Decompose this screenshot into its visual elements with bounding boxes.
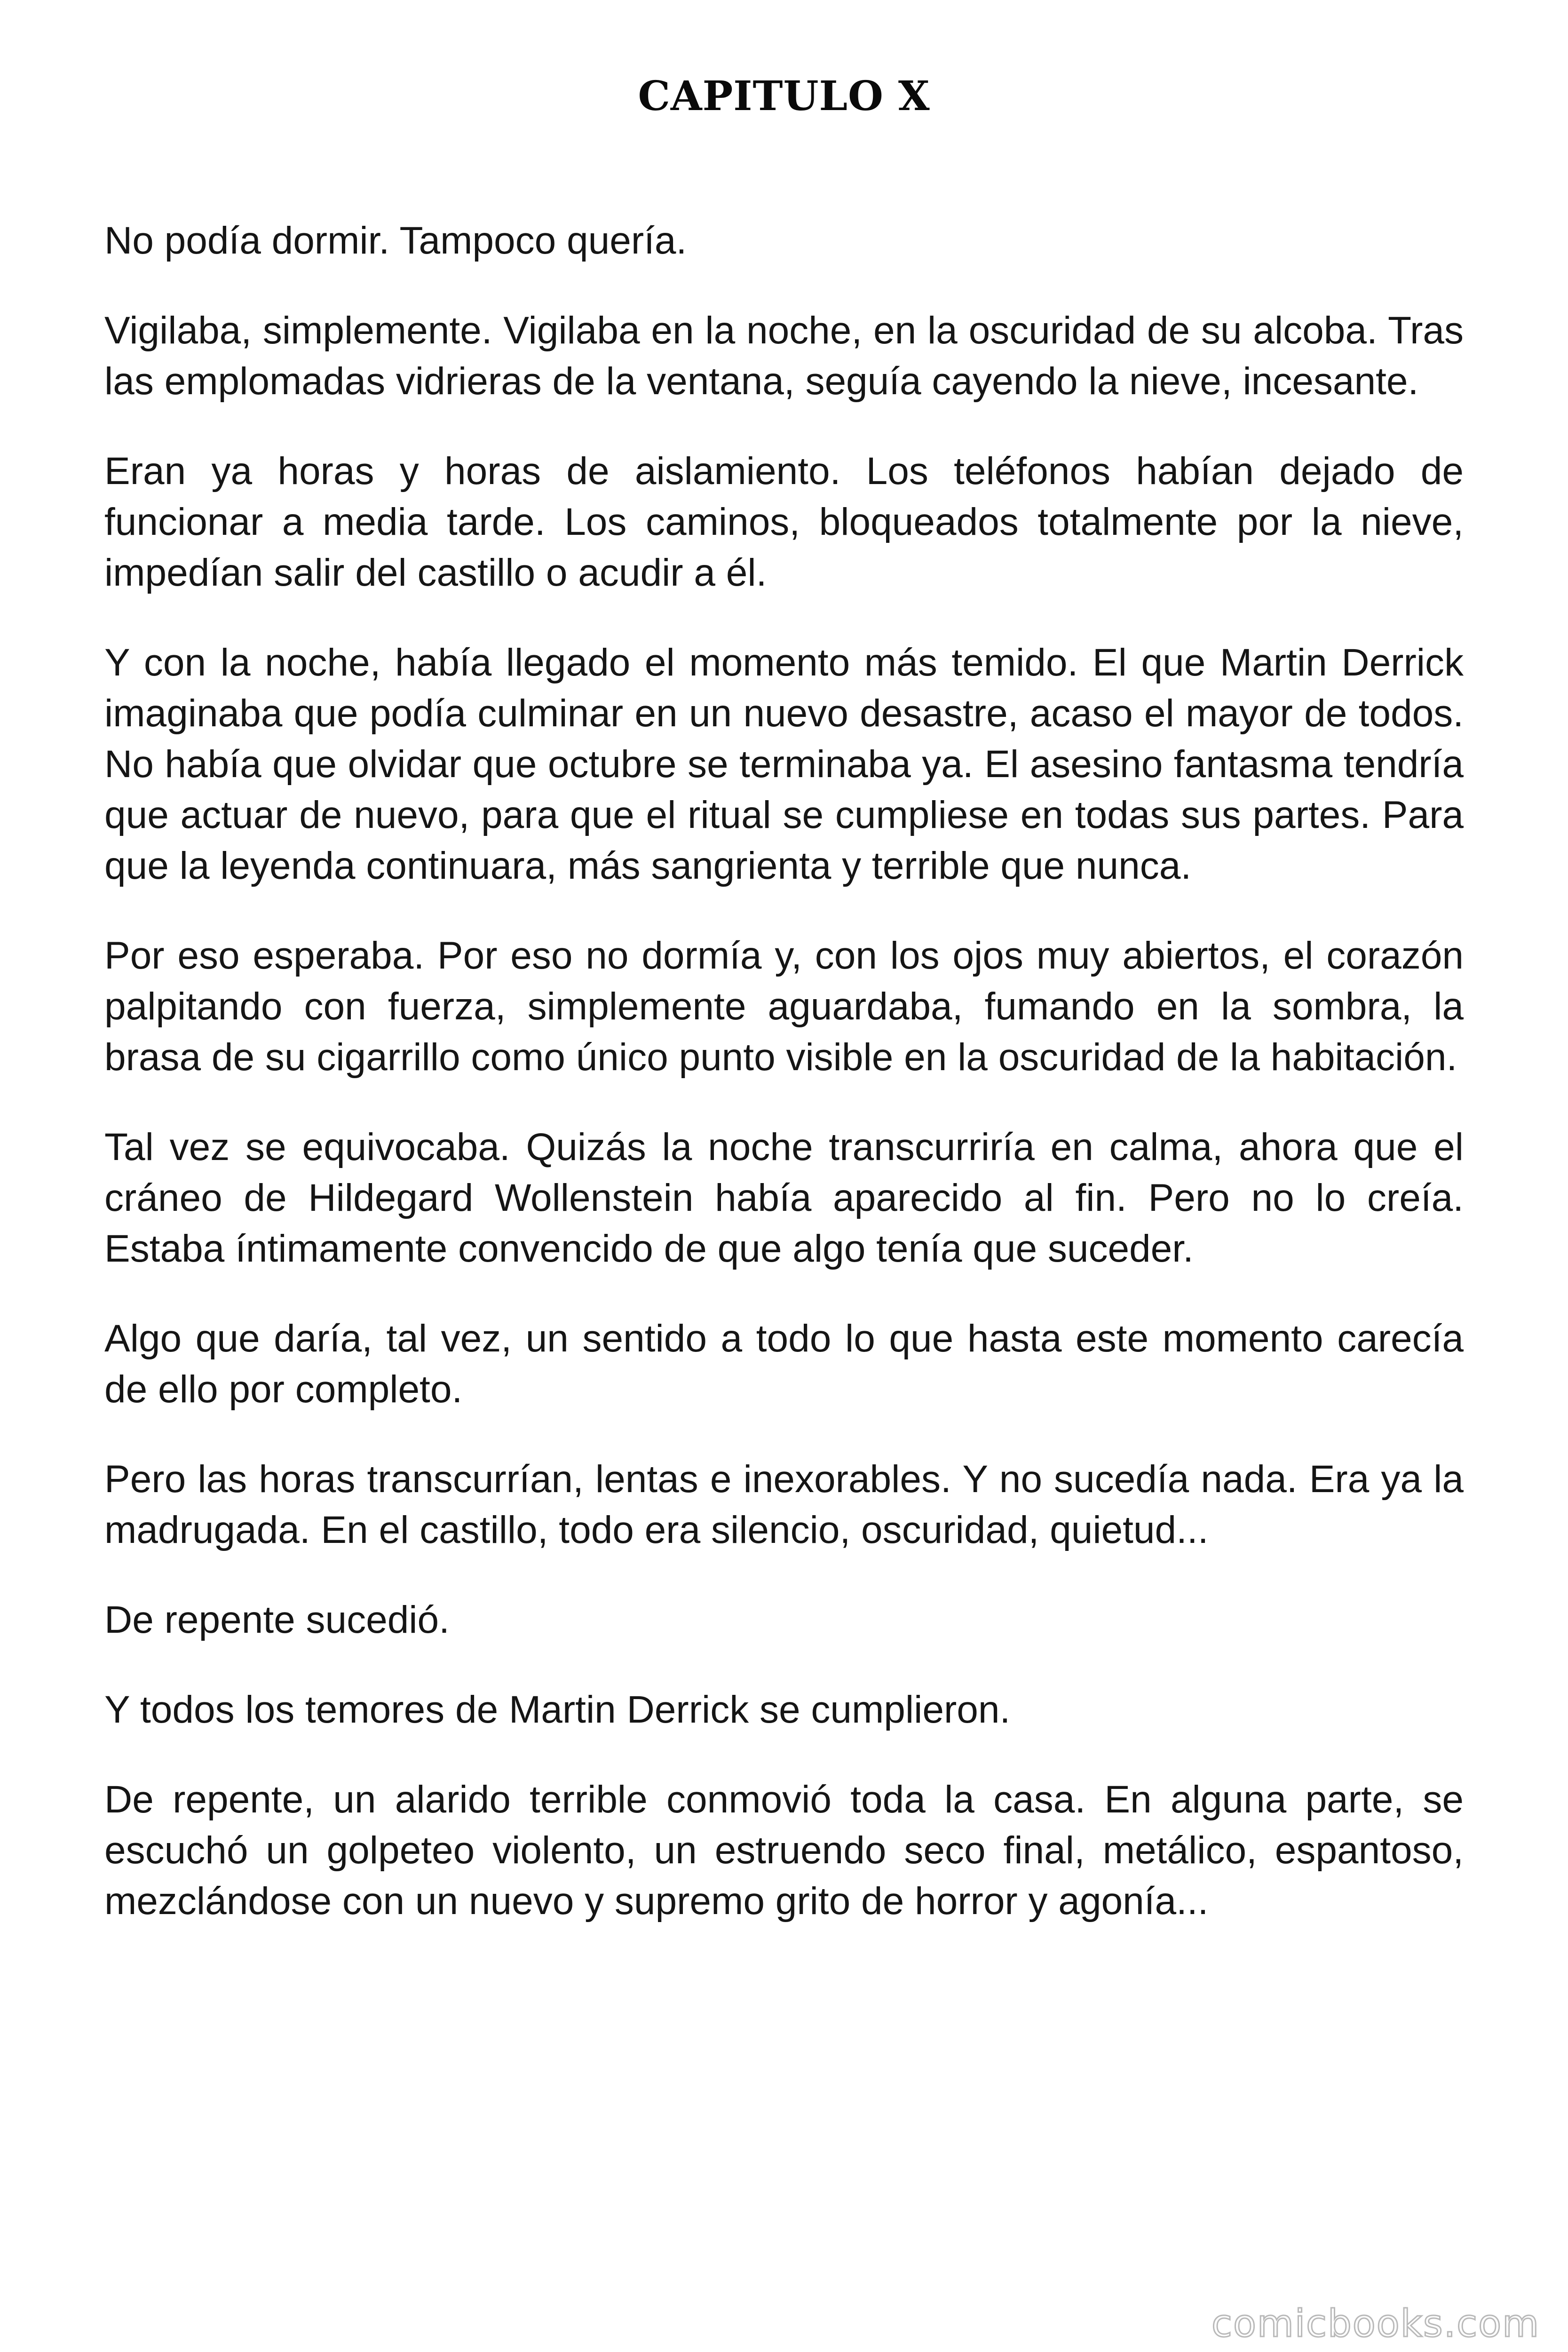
paragraph: Eran ya horas y horas de aislamiento. Los teléfonos habían dejado de funcionar a media tarde. Los caminos, bloqueados totalmente por la nieve, impedían salir del castillo o acudir a él. (104, 450, 1464, 594)
watermark: comicbooks.com (1211, 2302, 1540, 2345)
paragraph: Por eso esperaba. Por eso no dormía y, con los ojos muy abiertos, el corazón palpitando con fuerza, simplemente aguardaba, fumando en la sombra, la brasa de su cigarrillo como único punto visible en la oscuridad de la habitación. (104, 934, 1464, 1079)
chapter-title: CAPITULO X (638, 72, 930, 120)
paragraph: Algo que daría, tal vez, un sentido a todo lo que hasta este momento carecía de ello por completo. (104, 1317, 1464, 1411)
paragraph: Y todos los temores de Martin Derrick se cumplieron. (104, 1688, 1011, 1731)
chapter-body (104, 215, 1464, 1927)
paragraph: Tal vez se equivocaba. Quizás la noche transcurriría en calma, ahora que el cráneo de Hildegard Wollenstein había aparecido al fin. Pero no lo creía. Estaba íntimamente convencido de que algo tenía que suceder. (104, 1126, 1464, 1270)
paragraph: No podía dormir. Tampoco quería. (104, 219, 687, 262)
paragraph: De repente sucedió. (104, 1598, 450, 1641)
paragraph: Pero las horas transcurrían, lentas e inexorables. Y no sucedía nada. Era ya la madrugada. En el castillo, todo era silencio, oscuridad, quietud... (104, 1458, 1464, 1551)
paragraph: De repente, un alarido terrible conmovió toda la casa. En alguna parte, se escuchó un golpeteo violento, un estruendo seco final, metálico, espantoso, mezclándose con un nuevo y supremo grito de horror y agonía... (104, 1778, 1464, 1923)
paragraph: Vigilaba, simplemente. Vigilaba en la noche, en la oscuridad de su alcoba. Tras las emplomadas vidrieras de la ventana, seguía cayendo la nieve, incesante. (104, 309, 1464, 403)
paragraph: Y con la noche, había llegado el momento más temido. El que Martin Derrick imaginaba que podía culminar en un nuevo desastre, acaso el mayor de todos. No había que olvidar que octubre se terminaba ya. El asesino fantasma tendría que actuar de nuevo, para que el ritual se cumpliese en todas sus partes. Para que la leyenda continuara, más sangrienta y terrible que nunca. (104, 641, 1464, 887)
